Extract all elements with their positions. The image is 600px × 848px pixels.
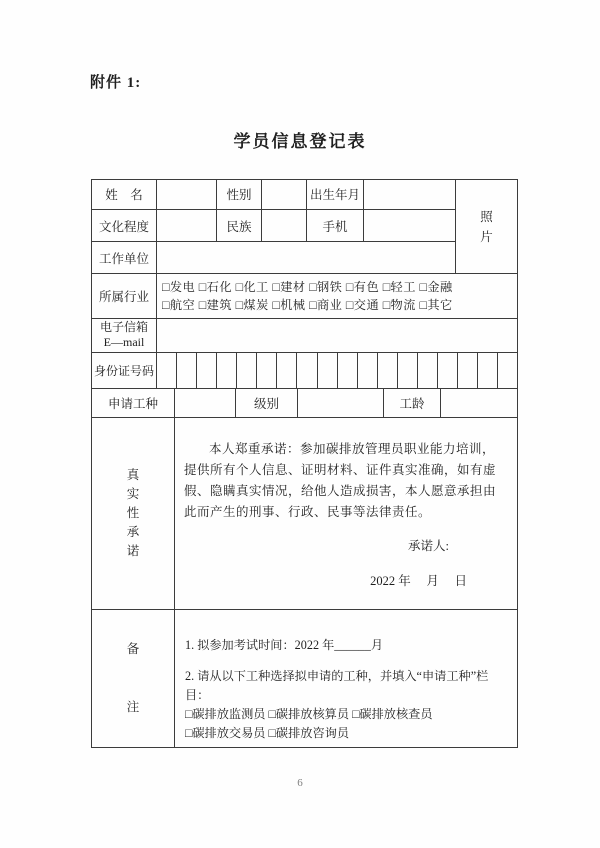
row-industry (92, 274, 517, 319)
remark-options-line2: □碳排放交易员 □碳排放咨询员 (185, 725, 350, 740)
remarks-label: 备注 (126, 642, 140, 715)
industry-options-line2: □航空 □建筑 □煤炭 □机械 □商业 □交通 □物流 □其它 (162, 297, 453, 312)
commitment-cell (175, 418, 517, 608)
registration-table (91, 179, 518, 748)
email-label-en: E—mail (103, 335, 145, 350)
page-number: 6 (297, 777, 303, 789)
id-digit-cell (338, 353, 358, 388)
gender-value-cell (262, 180, 307, 209)
name-value-cell (157, 180, 217, 209)
id-digit-cell (297, 353, 317, 388)
gender-label: 性别 (217, 180, 262, 209)
apply-trade-value-cell (175, 389, 236, 418)
email-label-cn: 电子信箱 (99, 320, 148, 335)
remark-item-1: 1. 拟参加考试时间：2022 年______月 (185, 637, 384, 652)
id-digit-cell (438, 353, 458, 388)
education-label: 文化程度 (92, 210, 157, 242)
form-title: 学员信息登记表 (233, 132, 367, 151)
authenticity-label-cell (92, 418, 175, 608)
row-id-number (92, 353, 517, 389)
work-unit-value-cell (157, 242, 455, 273)
id-digit-cell (318, 353, 338, 388)
id-digit-cell (157, 353, 177, 388)
mobile-value-cell (364, 210, 455, 242)
id-digit-cell (197, 353, 217, 388)
name-label: 姓 名 (92, 180, 157, 209)
table-top-left (92, 180, 456, 273)
row-email (92, 319, 517, 353)
row-work-unit (92, 242, 455, 273)
mobile-label: 手机 (307, 210, 364, 242)
remark-options-line1: □碳排放监测员 □碳排放核算员 □碳排放核查员 (185, 706, 433, 721)
industry-options-line1: □发电 □石化 □化工 □建材 □钢铁 □有色 □轻工 □金融 (162, 279, 453, 294)
level-value-cell (298, 389, 384, 418)
birth-date-value-cell (364, 180, 455, 209)
id-digit-cell (458, 353, 478, 388)
id-digit-cell (478, 353, 498, 388)
promisor-label: 承诺人: (408, 539, 449, 554)
row-education (92, 210, 455, 243)
ethnicity-label: 民族 (217, 210, 262, 242)
industry-label: 所属行业 (92, 274, 157, 318)
remarks-label-cell (92, 610, 175, 747)
remark-item-2: 2. 请从以下工种选择拟申请的工种，并填入“申请工种”栏目： (185, 668, 489, 702)
work-unit-label: 工作单位 (92, 242, 157, 273)
commitment-text: 本人郑重承诺：参加碳排放管理员职业能力培训，提供所有个人信息、证明材料、证件真实准确，如有虚假、隐瞒真实情况，给他人造成损害，本人愿意承担由此而产生的刑事、行政、民事等法律责任。 (184, 442, 497, 520)
work-years-label: 工龄 (384, 389, 441, 418)
attachment-label: 附件 1: (90, 75, 142, 91)
id-digit-cell (418, 353, 438, 388)
id-digit-cell (177, 353, 197, 388)
ethnicity-value-cell (262, 210, 307, 242)
row-apply-trade (92, 389, 517, 419)
row-remarks (92, 610, 517, 747)
row-authenticity (92, 418, 517, 609)
photo-cell (456, 180, 517, 273)
email-label (92, 319, 157, 352)
photo-label: 照片 (480, 209, 493, 244)
id-digit-cell (358, 353, 378, 388)
id-digit-cell (257, 353, 277, 388)
id-digit-cell (277, 353, 297, 388)
id-digit-cell (398, 353, 418, 388)
table-top-section (92, 180, 517, 274)
apply-trade-label: 申请工种 (92, 389, 175, 418)
row-name (92, 180, 455, 210)
commitment-date: 2022 年 月 日 (370, 574, 467, 589)
id-digit-cell (217, 353, 237, 388)
birth-date-label: 出生年月 (307, 180, 364, 209)
id-digit-cell (237, 353, 257, 388)
id-digit-cell (498, 353, 517, 388)
work-years-value-cell (441, 389, 517, 418)
id-number-label: 身份证号码 (92, 353, 157, 388)
industry-options-cell (157, 274, 517, 318)
remarks-cell (175, 610, 517, 747)
authenticity-label: 真实性承诺 (126, 467, 140, 558)
level-label: 级别 (236, 389, 298, 418)
education-value-cell (157, 210, 217, 242)
email-value-cell (157, 319, 517, 352)
id-digit-cell (378, 353, 398, 388)
